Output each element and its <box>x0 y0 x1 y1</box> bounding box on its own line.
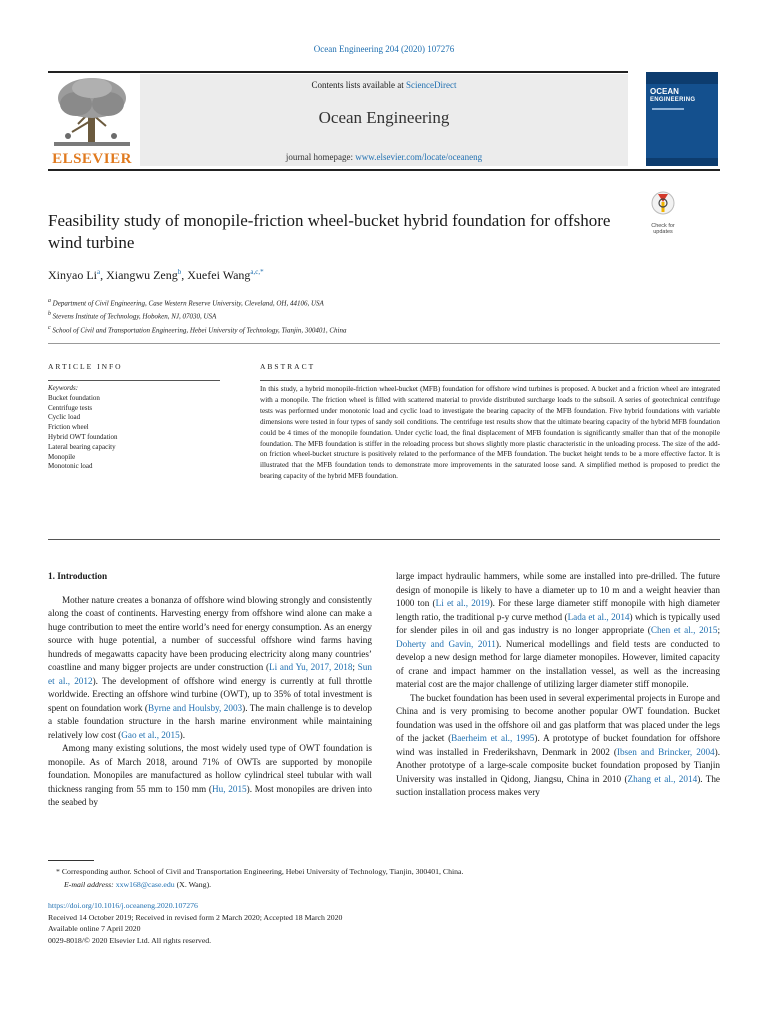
elsevier-logo[interactable] <box>48 74 136 168</box>
author-name[interactable]: Xiangwu Zeng <box>106 268 178 282</box>
citation-link[interactable]: Ibsen and Brincker, 2004 <box>616 746 715 757</box>
affiliation: $^c$ School of Civil and Transportation Engineering, Hebei University of Technology, Tianjin, 300401, China <box>48 324 347 334</box>
cover-decoration <box>652 108 684 110</box>
copyright: 0029-8018/© 2020 Elsevier Ltd. All rights reserved. <box>48 935 212 945</box>
corresponding-author-note: * Corresponding author. School of Civil and Transportation Engineering, Hebei University of Technology, Tianjin, 300401, China. <box>56 867 464 876</box>
citation-link[interactable]: Hu, 2015 <box>211 783 247 794</box>
keywords-heading: Keywords: <box>48 384 79 392</box>
affiliation: $^a$ Department of Civil Engineering, Case Western Reserve University, Cleveland, OH, 44106, USA <box>48 298 324 308</box>
citation-link[interactable]: Lada et al., 2014 <box>567 611 630 622</box>
cover-title <box>650 88 714 104</box>
sciencedirect-link[interactable]: ScienceDirect <box>406 80 457 90</box>
cover-bottom-band <box>646 158 718 166</box>
homepage-link[interactable]: www.elsevier.com/locate/oceaneng <box>355 152 483 162</box>
citation-link[interactable]: Li and Yu, 2017, 2018 <box>269 662 353 672</box>
keyword: Monopile <box>48 452 76 461</box>
citation-link[interactable]: Sun et al., 2012 <box>48 662 372 686</box>
article-info-rule <box>48 380 220 381</box>
publisher-name: ELSEVIER <box>52 151 132 167</box>
affiliation: $^b$ Stevens Institute of Technology, Hoboken, NJ, 07030, USA <box>48 311 217 321</box>
body-column-left <box>48 570 372 810</box>
received-dates: Received 14 October 2019; Received in revised form 2 March 2020; Accepted 18 March 2020 <box>48 912 343 922</box>
citation-link[interactable]: Baerheim et al., 1995 <box>451 733 535 743</box>
abstract-text: In this study, a hybrid monopile-friction wheel-bucket (MFB) foundation for offshore wind turbines is proposed. A bucket and a friction wheel are integrated with a monopile. The friction wheel is filled with scattered material to provide distributed surcharge loads to the subsoil. A series of geotechnical centrifuge tests was performed under monotonic load and cyclic load to investigate the bearing capacity of the MFB foundation. Five hybrid foundations with variable dimensions were tested in four types of sandy soil conditions. The centrifuge test results show that the ultimate bearing capacity of the hybrid MFB foundation could be 4 times of the monopile foundation. Under cyclic load, the final displacement of MFB foundation is significantly smaller than that of the monopile foundation. The MFB foundation is stiffer in the reloading process but shows slightly more plastic characteristic in the unloading process. The size of the add-on friction wheel-bucket structure is positively related to the performance of the MFB foundation. The bucket height tends to be a more effective factor. It is illustrated that the MFB foundation tends to demonstrate more improvements in the saturated loose sand. A simplified method is proposed to predict the bearing capacity of the hybrid MFB foundation. <box>260 385 720 481</box>
author-affiliation-marker[interactable]: a <box>97 268 101 276</box>
citation-link[interactable]: Gao et al., 2015 <box>121 729 180 740</box>
keywords-list <box>48 384 228 472</box>
citation-link[interactable]: Li et al., 2019 <box>435 598 490 608</box>
cover-top-band <box>646 72 718 84</box>
keyword: Cyclic load <box>48 413 81 422</box>
header-bottom-rule <box>48 169 720 171</box>
journal-reference[interactable]: Ocean Engineering 204 (2020) 107276 <box>313 44 455 54</box>
check-updates-icon <box>650 190 676 218</box>
affiliation-rule <box>48 343 720 344</box>
keyword: Friction wheel <box>48 423 89 432</box>
keyword: Lateral bearing capacity <box>48 442 116 451</box>
keyword: Bucket foundation <box>48 393 100 402</box>
author-name[interactable]: Xuefei Wang <box>187 268 251 282</box>
email-line: E-mail address: xxw168@case.edu (X. Wang). <box>64 879 212 889</box>
abstract-heading: ABSTRACT <box>260 362 316 371</box>
body-column-right <box>396 570 720 800</box>
cover-title-line1: OCEAN <box>650 87 679 96</box>
author-affiliation-marker[interactable]: a,c,* <box>250 268 264 276</box>
affiliations <box>48 296 346 336</box>
contents-prefix: Contents lists available at <box>311 80 406 90</box>
body-paragraph: large impact hydraulic hammers, while some are installed into pre-drilled. The future design of monopile is likely to have a diameter up to 10 m and a weight heavier than 1000 ton (Li et al., 2019). For these large diameter stiff monopile with high diameter length ratio, the traditional p-y curve method (Lada et al., 2014) which is typically used for slender piles in oil and gas industry is no longer appropriate (Chen et al., 2015; Doherty and Gavin, 2011). Numerical modellings and field tests are conducted to develop a new design method for large diameter monopiles. However, limited capacity of crane and impact hammer on the installation vessel, as well as the increasing material cost are the major challenge of utilizing larger diameter stiff monopile. <box>396 571 721 689</box>
available-online: Available online 7 April 2020 <box>48 924 141 934</box>
body-paragraph: Among many existing solutions, the most widely used type of OWT foundation is monopile. As of March 2018, around 71% of OWTs are supported by monopile foundation. Monopiles are manufactured as hollow cylindrical steel tubular with wall thickness ranging from 55 mm to 150 mm (Hu, 2015). Most monopiles are driven into the seabed by <box>48 743 372 807</box>
homepage-prefix: journal homepage: <box>285 152 356 162</box>
journal-banner <box>140 74 628 166</box>
cover-title-line2: ENGINEERING <box>650 97 696 103</box>
body-paragraph: The bucket foundation has been used in several experimental projects in Europe and China and is very promising to become another popular OWT foundation. Bucket foundation was used in the offshore oil and gas platform that was placed under the legs of the jacket (Baerheim et al., 1995). A prototype of bucket foundation for offshore wind was installed in Frederikshavn, Denmark in 2002 (Ibsen and Brincker, 2004). Another prototype of a large-scale composite bucket foundation proposed by Tianjin University was installed in Qidong, Jiangsu, China in 2010 (Zhang et al., 2014). The suction installation process makes very <box>396 692 721 797</box>
header-top-rule <box>48 71 628 73</box>
doi-link[interactable]: https://doi.org/10.1016/j.oceaneng.2020.107276 <box>48 901 198 910</box>
keyword: Centrifuge tests <box>48 403 93 412</box>
journal-cover[interactable] <box>646 72 718 166</box>
body-paragraph: Mother nature creates a bonanza of offshore wind blowing strongly and consistently along the coast of continents. Harvesting energy from offshore wind alone can make a huge contribution to meet the entire world’s need for energy consumption. As an energy source with huge potential, a number of successful offshore wind farms having hundreds of megawatts capacity have been producing electricity along many countries’ coastline and many bigger projects are under construction (Li and Yu, 2017, 2018; Sun et al., 2012). The development of offshore wind energy is currently at full throttle worldwide. Erecting an offshore wind turbine (OWT), up to 35% of total investment is spent on foundation work (Byrne and Houlsby, 2003). The main challenge is to develop a stable foundation structure in the harsh marine environment while maintaining relatively low cost (Gao et al., 2015). <box>48 594 372 740</box>
elsevier-tree-icon <box>48 74 136 150</box>
section-heading: 1. Introduction <box>48 571 108 581</box>
citation-link[interactable]: Zhang et al., 2014 <box>627 773 698 784</box>
abstract-bottom-rule <box>48 539 720 540</box>
footnote-rule <box>48 860 94 861</box>
author-name[interactable]: Xinyao Li <box>48 268 97 282</box>
citation-link[interactable]: Doherty and Gavin, 2011 <box>396 638 496 649</box>
abstract-rule <box>260 380 720 381</box>
author-affiliation-marker[interactable]: b <box>177 268 182 276</box>
email-link[interactable]: xxw168@case.edu <box>115 879 175 889</box>
citation-link[interactable]: Chen et al., 2015 <box>650 625 718 635</box>
publication-info <box>48 900 648 946</box>
journal-name: Ocean Engineering <box>318 108 450 127</box>
footnote <box>56 866 716 891</box>
check-updates-label: Check for updates <box>651 223 675 235</box>
homepage-line <box>140 152 628 162</box>
article-title: Feasibility study of monopile-friction wheel-bucket hybrid foundation for offshore wind turbine <box>48 211 611 252</box>
author-list: Xinyao Li$^a$, Xiangwu Zeng$^b$, Xuefei Wang$^{a,c,*}$ <box>48 268 264 282</box>
check-for-updates-button[interactable] <box>646 190 680 234</box>
contents-line <box>140 80 628 90</box>
keyword: Monotonic load <box>48 462 93 471</box>
keyword: Hybrid OWT foundation <box>48 432 118 441</box>
article-info-heading: ARTICLE INFO <box>48 362 123 371</box>
citation-link[interactable]: Byrne and Houlsby, 2003 <box>147 702 243 713</box>
